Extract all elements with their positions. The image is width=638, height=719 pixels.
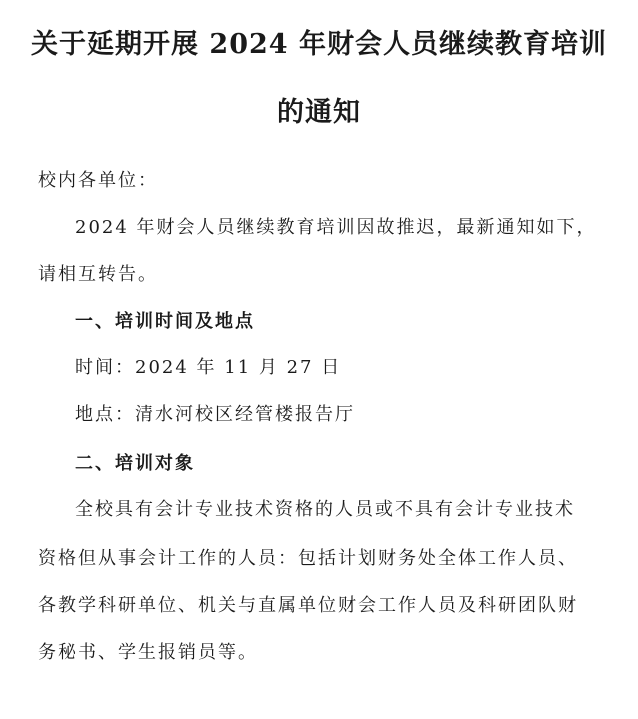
section-2-heading: 二、培训对象 [75,453,195,474]
section-1-heading: 一、培训时间及地点 [75,311,255,332]
audience-line-2: 资格但从事会计工作的人员：包括计划财务处全体工作人员、 [38,548,578,569]
training-time: 时间：2024 年 11 月 27 日 [75,357,342,378]
training-location: 地点：清水河校区经管楼报告厅 [75,404,355,425]
notice-title-line-2: 的通知 [277,97,361,128]
intro-line-1: 2024 年财会人员继续教育培训因故推迟，最新通知如下， [75,217,597,238]
notice-title-line-1: 关于延期开展 2024 年财会人员继续教育培训 [31,29,607,60]
audience-line-1: 全校具有会计专业技术资格的人员或不具有会计专业技术 [75,499,575,520]
audience-line-3: 各教学科研单位、机关与直属单位财会工作人员及科研团队财 [38,595,578,616]
intro-line-2: 请相互转告。 [38,264,158,285]
audience-line-4: 务秘书、学生报销员等。 [38,642,258,663]
salutation: 校内各单位： [38,170,158,191]
